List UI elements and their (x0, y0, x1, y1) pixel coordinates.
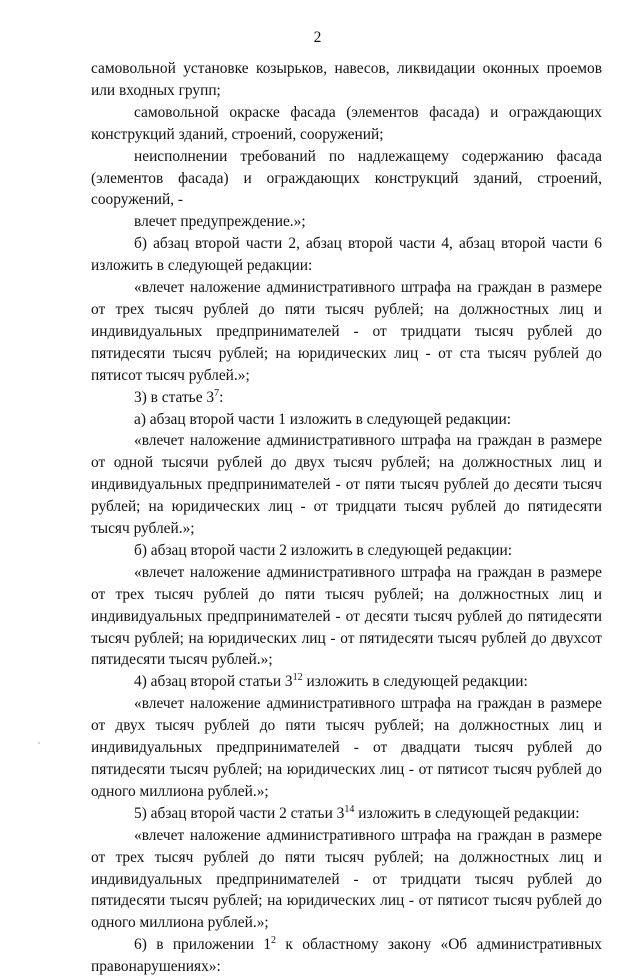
paragraph-item-4 (91, 671, 602, 693)
paragraph: самовольной окраске фасада (элементов фасада) и ограждающих конструкций зданий, строений, сооружений; (91, 103, 602, 143)
page-number: 2 (313, 29, 322, 46)
paragraph-text: : (219, 388, 224, 406)
paragraph-quote: «влечет наложение административного штрафа на граждан в размере от трех тысяч рублей до пяти тысяч рублей; на должностных лиц и индивидуальных предпринимателей - от десяти тысяч рублей до пятидесяти тысяч рублей; на юридических лиц - от пятидесяти тысяч рублей до двухсот пятидесяти тысяч рублей.»; (91, 563, 602, 669)
paragraph-quote: «влечет наложение административного штрафа на граждан в размере от трех тысяч рублей до пяти тысяч рублей; на должностных лиц и индивидуальных предпринимателей - от тридцати тысяч рублей до пятидесяти тысяч рублей; на юридических лиц - от пятисот тысяч рублей до одного миллиона рублей.»; (91, 826, 602, 932)
paragraph: самовольной установке козырьков, навесов, ликвидации оконных проемов или входных групп; (91, 60, 602, 99)
paragraph: б) абзац второй части 2 изложить в следующей редакции: (134, 541, 513, 559)
paragraph-text: изложить в следующей редакции: (354, 804, 580, 822)
paragraph: влечет предупреждение.»; (134, 213, 306, 231)
paragraph: неисполнении требований по надлежащему содержанию фасада (элементов фасада) и ограждающих конструкций зданий, строений, сооружений, - (91, 147, 602, 209)
paragraph: а) абзац второй части 1 изложить в следующей редакции: (134, 410, 512, 428)
paragraph-item-3 (91, 387, 602, 409)
paragraph-text: 6) в приложении 1 (134, 936, 272, 954)
paragraph: б) абзац второй части 2, абзац второй части 4, абзац второй части 6 изложить в следующей редакции: (91, 235, 602, 275)
paragraph-text: к областному закону «Об административных правонарушениях»: (91, 936, 602, 976)
superscript: 7 (214, 387, 220, 399)
paragraph-quote: «влечет наложение административного штрафа на граждан в размере от одной тысячи рублей до двух тысяч рублей; на должностных лиц и индивидуальных предпринимателей - от пяти тысяч рублей до десяти тысяч рублей; на юридических лиц - от тридцати тысяч рублей до пятидесяти тысяч рублей.»; (91, 432, 602, 538)
paragraph-item-5 (91, 803, 602, 825)
superscript: 12 (292, 672, 303, 684)
paragraph-text: изложить в следующей редакции: (302, 673, 528, 691)
paragraph-item-6 (91, 934, 602, 978)
superscript: 14 (344, 803, 355, 815)
superscript: 2 (271, 935, 277, 947)
scan-speck (38, 742, 40, 744)
paragraph-quote: «влечет наложение административного штрафа на граждан в размере от двух тысяч рублей до пяти тысяч рублей; на должностных лиц и индивидуальных предпринимателей - от двадцати тысяч рублей до пятидесяти тысяч рублей; на юридических лиц - от пятисот тысяч рублей до одного миллиона рублей.»; (91, 695, 602, 800)
paragraph-quote: «влечет наложение административного штрафа на граждан в размере от трех тысяч рублей до пяти тысяч рублей; на должностных лиц и индивидуальных предпринимателей - от тридцати тысяч рублей до пятидесяти тысяч рублей; на юридических лиц - от ста тысяч рублей до пятисот тысяч рублей.»; (91, 279, 602, 384)
document-body (91, 58, 602, 978)
paragraph-text: 3) в статье 3 (134, 388, 215, 406)
paragraph-text: 5) абзац второй части 2 статьи 3 (134, 804, 345, 822)
paragraph-text: 4) абзац второй статьи 3 (134, 673, 293, 691)
